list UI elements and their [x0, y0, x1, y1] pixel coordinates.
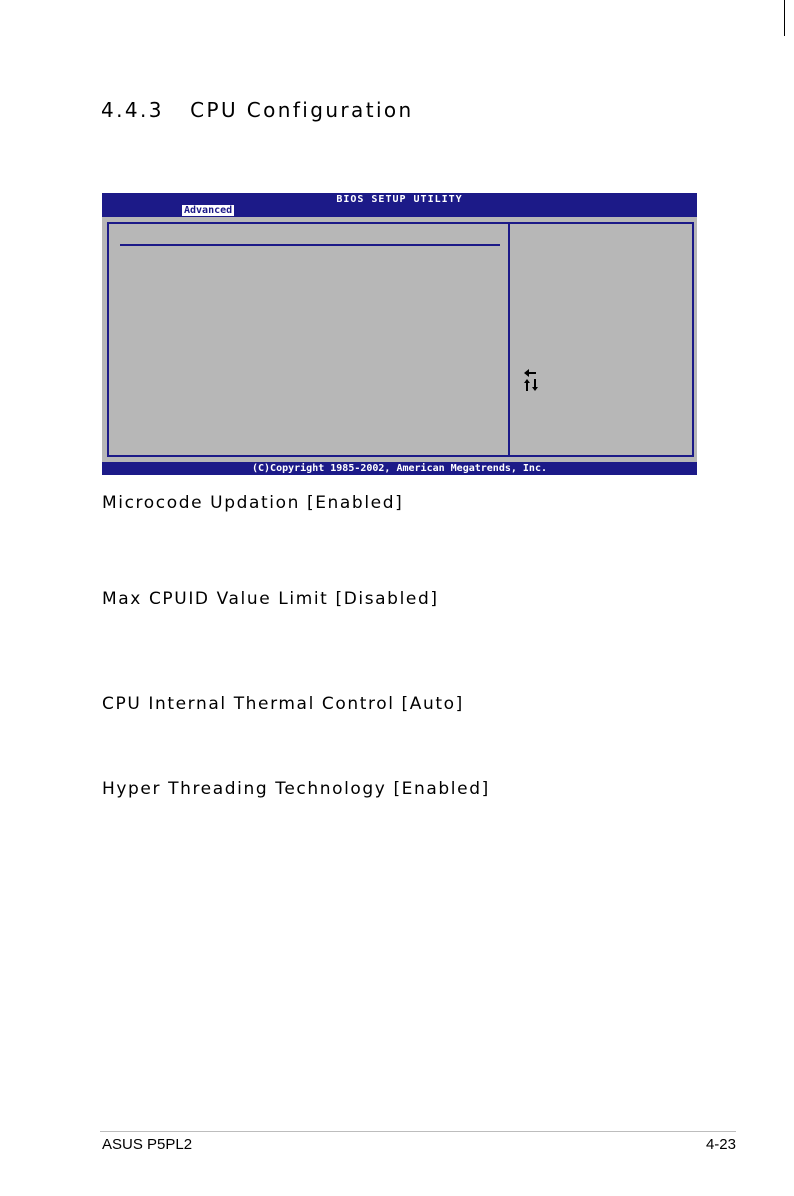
item-heading-hyper-threading: Hyper Threading Technology [Enabled]	[102, 779, 490, 799]
item-heading-max-cpuid: Max CPUID Value Limit [Disabled]	[102, 589, 439, 609]
tab-advanced[interactable]: Advanced	[184, 205, 233, 216]
footer-rule	[100, 1131, 736, 1132]
item-heading-microcode: Microcode Updation [Enabled]	[102, 493, 404, 513]
bios-title-bar	[102, 193, 697, 217]
bios-help-panel	[508, 222, 694, 457]
item-heading-thermal-control: CPU Internal Thermal Control [Auto]	[102, 694, 464, 714]
section-title: 4.4.3 CPU Configuration	[101, 98, 414, 122]
bios-settings-panel	[107, 222, 508, 457]
up-down-arrows-icon	[524, 379, 538, 391]
bios-title: BIOS SETUP UTILITY	[336, 194, 463, 205]
navigation-keys-icon	[522, 369, 552, 399]
page-top-rule	[0, 0, 794, 36]
bios-screenshot	[102, 193, 697, 475]
left-arrow-icon	[524, 369, 536, 377]
bios-copyright: (C)Copyright 1985-2002, American Megatrends, Inc.	[251, 463, 547, 474]
footer-model: ASUS P5PL2	[102, 1136, 193, 1153]
bios-footer-bar	[102, 462, 697, 475]
bios-panel-divider	[120, 244, 500, 246]
page-number: 4-23	[705, 1136, 736, 1153]
